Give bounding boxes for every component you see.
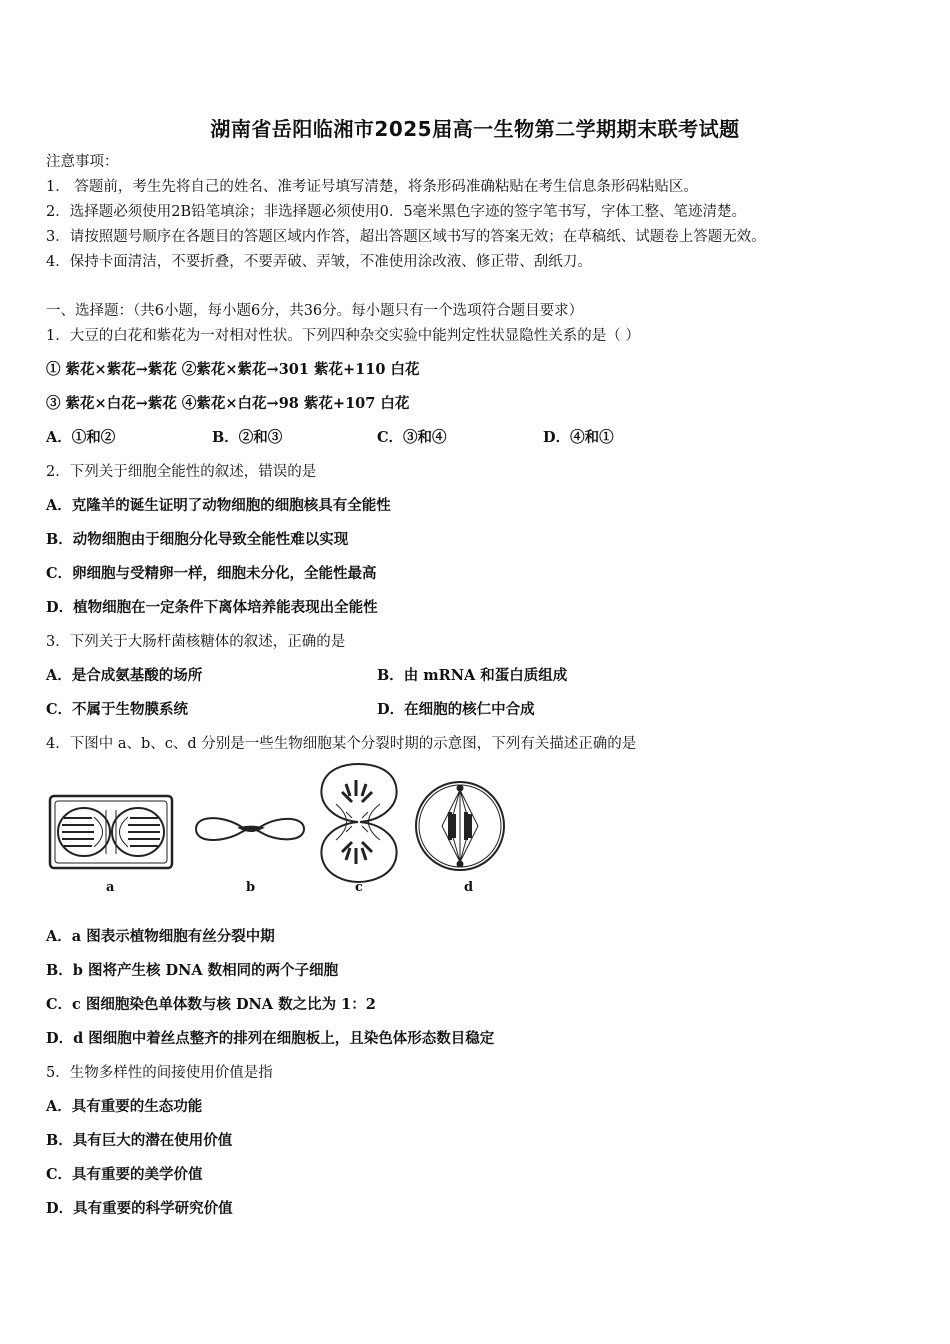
q2-option-d: D．植物细胞在一定条件下离体培养能表现出全能性 [46, 599, 378, 616]
q5-option-d: D．具有重要的科学研究价值 [46, 1200, 233, 1217]
q4-stem: 4．下图中 a、b、c、d 分别是一些生物细胞某个分裂时期的示意图，下列有关描述正确的是 [46, 736, 637, 752]
cell-c-diagram [321, 764, 396, 882]
q4-option-b: B．b 图将产生核 DNA 数相同的两个子细胞 [46, 962, 339, 979]
figure-label-c: c [355, 880, 363, 895]
notice-item-2: 2．选择题必须使用2B铅笔填涂；非选择题必须使用0．5毫米黑色字迹的签字笔书写，字体工整、笔迹清楚。 [46, 204, 747, 220]
q2-option-a: A．克隆羊的诞生证明了动物细胞的细胞核具有全能性 [46, 497, 391, 514]
q4-option-d: D．d 图细胞中着丝点整齐的排列在细胞板上，且染色体形态数目稳定 [46, 1030, 495, 1047]
q3-option-d: D．在细胞的核仁中合成 [377, 701, 535, 718]
q5-option-b: B．具有巨大的潜在使用价值 [46, 1132, 233, 1149]
q1-cross-line-1: ① 紫花×紫花→紫花 ②紫花×紫花→301 紫花+110 白花 [46, 361, 420, 378]
q1-option-b: B．②和③ [212, 429, 283, 446]
figure-label-b: b [246, 880, 256, 895]
q1-cross-line-2: ③ 紫花×白花→紫花 ④紫花×白花→98 紫花+107 白花 [46, 395, 410, 412]
notice-item-3: 3．请按照题号顺序在各题目的答题区域内作答，超出答题区域书写的答案无效；在草稿纸、试题卷上答题无效。 [46, 229, 766, 245]
q1-option-a: A．①和② [46, 429, 116, 446]
q3-option-b: B．由 mRNA 和蛋白质组成 [377, 667, 568, 684]
cell-d-diagram [416, 782, 504, 870]
q3-option-c: C．不属于生物膜系统 [46, 701, 189, 718]
q3-stem: 3．下列关于大肠杆菌核糖体的叙述，正确的是 [46, 634, 346, 650]
figure-label-a: a [106, 880, 115, 895]
q2-option-b: B．动物细胞由于细胞分化导致全能性难以实现 [46, 531, 349, 548]
q1-stem: 1．大豆的白花和紫花为一对相对性状。下列四种杂交实验中能判定性状显隐性关系的是（ ） [46, 328, 640, 344]
q5-option-a: A．具有重要的生态功能 [46, 1098, 203, 1115]
cell-b-diagram [196, 818, 304, 840]
q4-option-a: A．a 图表示植物细胞有丝分裂中期 [46, 928, 275, 945]
page-title: 湖南省岳阳临湘市2025届高一生物第二学期期末联考试题 [210, 117, 740, 141]
q2-option-c: C．卵细胞与受精卵一样，细胞未分化，全能性最高 [46, 565, 377, 582]
notice-item-1: 1． 答题前，考生先将自己的姓名、准考证号填写清楚，将条形码准确粘贴在考生信息条形码粘贴区。 [46, 179, 698, 195]
q5-option-c: C．具有重要的美学价值 [46, 1166, 203, 1183]
q3-option-a: A．是合成氨基酸的场所 [46, 667, 203, 684]
q4-option-c: C．c 图细胞染色单体数与核 DNA 数之比为 1：2 [46, 996, 376, 1013]
cell-a-diagram [50, 796, 172, 868]
q1-option-c: C．③和④ [377, 429, 447, 446]
cell-division-diagrams [46, 762, 526, 902]
q1-option-d: D．④和① [543, 429, 614, 446]
section-heading: 一、选择题：（共6小题，每小题6分，共36分。每小题只有一个选项符合题目要求） [46, 303, 584, 319]
notice-heading: 注意事项： [46, 154, 119, 170]
figure-label-d: d [464, 880, 474, 895]
q5-stem: 5．生物多样性的间接使用价值是指 [46, 1065, 273, 1081]
q2-stem: 2．下列关于细胞全能性的叙述，错误的是 [46, 464, 317, 480]
cell-division-figure [46, 762, 526, 902]
notice-item-4: 4．保持卡面清洁，不要折叠，不要弄破、弄皱，不准使用涂改液、修正带、刮纸刀。 [46, 254, 592, 270]
